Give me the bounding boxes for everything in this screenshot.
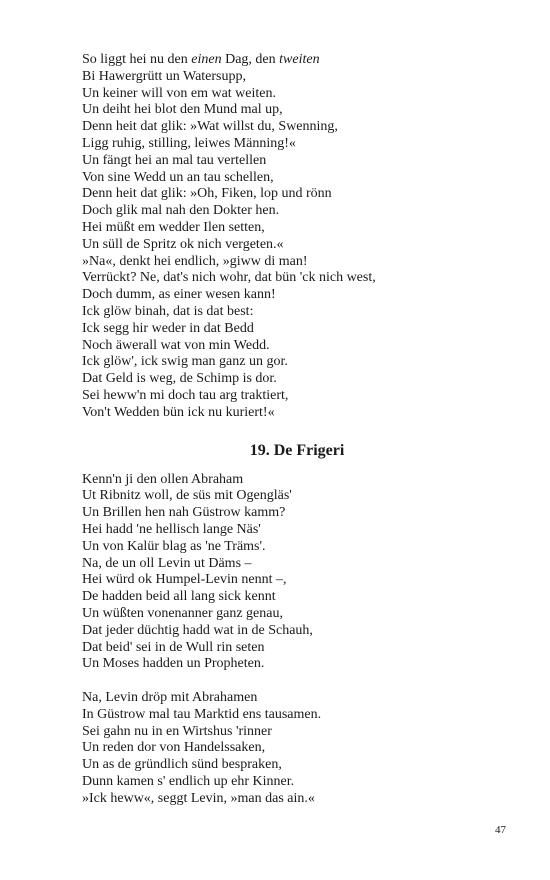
verse-line: De hadden beid all lang sick kennt [82, 589, 276, 605]
verse-line: Hei hadd 'ne hellisch lange Näs' [82, 521, 261, 537]
page-number: 47 [495, 824, 506, 836]
verse-line: Un Brillen hen nah Güstrow kamm? [82, 505, 286, 521]
page-body [82, 52, 482, 808]
poem-two-stanza-two [82, 690, 482, 808]
verse-line: Un wüßten vonenanner ganz genau, [82, 605, 283, 621]
verse-line: Un fängt hei an mal tau vertellen [82, 152, 267, 168]
verse-line: So liggt hei nu den einen Dag, den tweiten [82, 52, 320, 67]
verse-line: Un Moses hadden un Propheten. [82, 656, 265, 672]
verse-line: Na, de un oll Levin ut Däms – [82, 555, 252, 571]
verse-line: Hei würd ok Humpel-Levin nennt –, [82, 572, 287, 588]
verse-line: »Ick heww«, seggt Levin, »man das ain.« [82, 790, 315, 806]
stanza-gap [82, 673, 482, 690]
verse-line: Denn heit dat glik: »Wat willst du, Swenning, [82, 119, 338, 135]
verse-line: Na, Levin dröp mit Abrahamen [82, 690, 258, 706]
poem-two-stanza-one [82, 472, 482, 674]
poem-one [82, 52, 482, 422]
verse-line: Denn heit dat glik: »Oh, Fiken, lop und rönn [82, 186, 332, 202]
emphasis-text: tweiten [279, 52, 320, 67]
verse-line: Ligg ruhig, stilling, leiwes Männing!« [82, 135, 296, 151]
verse-line: Hei müßt em wedder Ilen setten, [82, 219, 265, 235]
verse-line: Un as de gründlich sünd bespraken, [82, 757, 282, 773]
verse-line: Dat beid' sei in de Wull rin seten [82, 639, 265, 655]
verse-line: Dat jeder düchtig hadd wat in de Schauh, [82, 622, 313, 638]
verse-line: Dunn kamen s' endlich up ehr Kinner. [82, 774, 295, 790]
verse-line: Un süll de Spritz ok nich vergeten.« [82, 236, 284, 252]
emphasis-text: einen [191, 52, 222, 67]
verse-line: Sei gahn nu in en Wirtshus 'rinner [82, 723, 272, 739]
verse-line: Un von Kalür blag as 'ne Träms'. [82, 538, 266, 554]
verse-line: Bi Hawergrütt un Watersupp, [82, 68, 246, 84]
verse-line: Ut Ribnitz woll, de süs mit Ogengläs' [82, 488, 292, 504]
verse-line: Doch dumm, as einer wesen kann! [82, 287, 276, 303]
verse-line: Von sine Wedd un an tau schellen, [82, 169, 274, 185]
verse-line: Doch glik mal nah den Dokter hen. [82, 203, 280, 219]
verse-line: Un reden dor von Handelssaken, [82, 740, 266, 756]
verse-line: Un deiht hei blot den Mund mal up, [82, 102, 283, 118]
verse-line: Verrückt? Ne, dat's nich wohr, dat bün 'ck nich west, [82, 270, 376, 286]
verse-line: Ick segg hir weder in dat Bedd [82, 320, 254, 336]
section-heading: 19. De Frigeri [249, 441, 345, 459]
verse-line: »Na«, denkt hei endlich, »giww di man! [82, 253, 308, 269]
verse-line: Sei heww'n mi doch tau arg traktiert, [82, 387, 289, 403]
verse-line: Ick glöw', ick swig man ganz un gor. [82, 354, 288, 370]
verse-line: In Güstrow mal tau Marktid ens tausamen. [82, 706, 322, 722]
verse-line: Dat Geld is weg, de Schimp is dor. [82, 371, 277, 387]
verse-line: Von't Wedden bün ick nu kuriert!« [82, 404, 275, 420]
verse-line: Ick glöw binah, dat is dat best: [82, 303, 254, 319]
verse-line: Kenn'n ji den ollen Abraham [82, 471, 244, 487]
verse-line: Noch äwerall wat von min Wedd. [82, 337, 270, 353]
verse-line: Un keiner will von em wat weiten. [82, 85, 277, 101]
